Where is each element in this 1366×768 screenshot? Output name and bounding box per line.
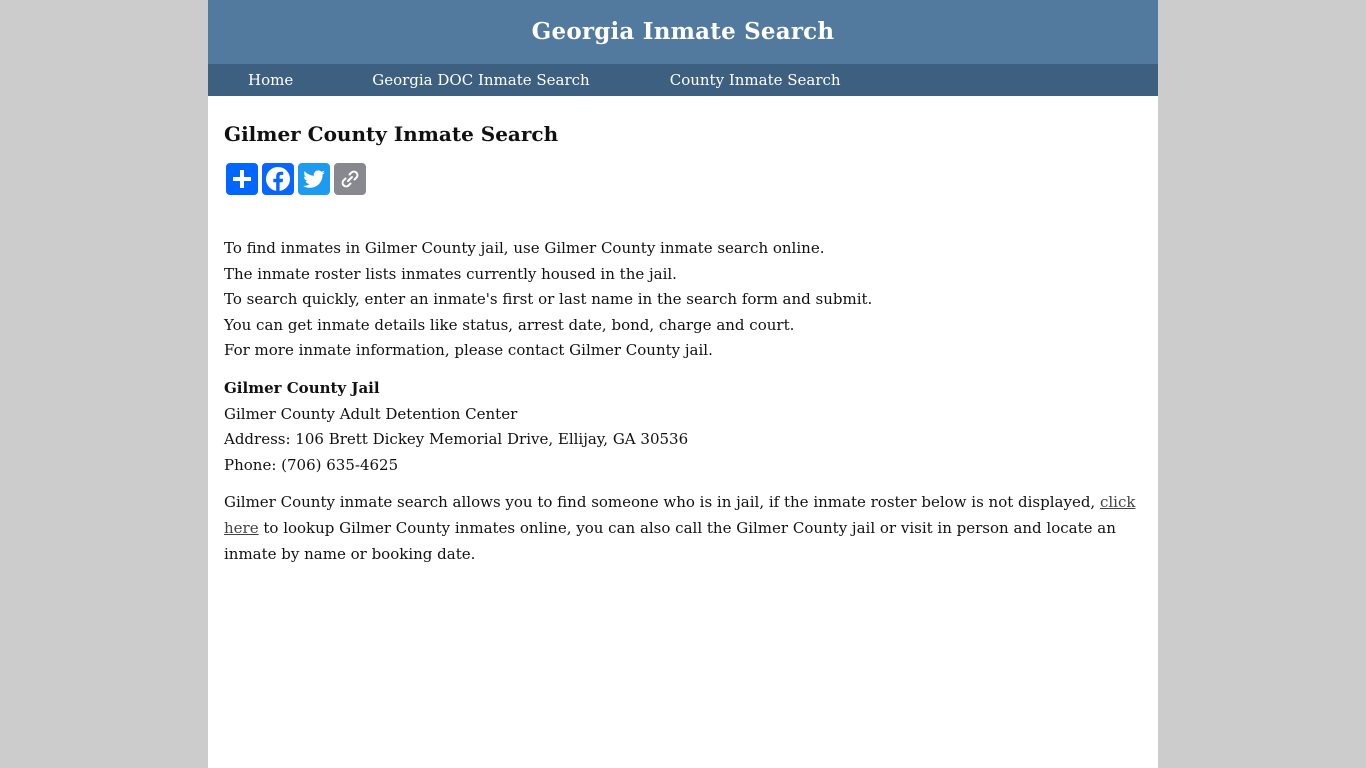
facebook-icon — [265, 166, 291, 192]
twitter-share-button[interactable] — [298, 163, 330, 195]
main-nav — [208, 64, 1158, 96]
jail-facility: Gilmer County Adult Detention Center — [224, 404, 518, 423]
site-title-link[interactable]: Georgia Inmate Search — [531, 17, 835, 45]
intro-line: The inmate roster lists inmates currently housed in the jail. — [224, 264, 677, 283]
jail-address: Address: 106 Brett Dickey Memorial Drive, Ellijay, GA 30536 — [224, 430, 689, 449]
nav-item-county-inmate-search[interactable]: County Inmate Search — [669, 71, 841, 89]
copy-link-icon — [338, 167, 362, 191]
page-container — [208, 0, 1158, 768]
search-info-paragraph — [224, 490, 1142, 567]
jail-name: Gilmer County Jail — [224, 378, 380, 397]
copy-link-button[interactable] — [334, 163, 366, 195]
intro-text — [224, 236, 1142, 364]
main-content — [208, 120, 1158, 567]
intro-line: To search quickly, enter an inmate's first or last name in the search form and submit. — [224, 290, 873, 309]
share-button[interactable] — [226, 163, 258, 195]
intro-line: For more inmate information, please contact Gilmer County jail. — [224, 341, 713, 360]
nav-item-georgia-doc-inmate-search[interactable]: Georgia DOC Inmate Search — [372, 71, 590, 89]
facebook-share-button[interactable] — [262, 163, 294, 195]
paragraph-text-before-link: Gilmer County inmate search allows you to find someone who is in jail, if the inmate roster below is not displayed, — [224, 493, 1100, 512]
twitter-icon — [301, 166, 327, 192]
share-plus-icon — [231, 168, 253, 190]
intro-line: You can get inmate details like status, arrest date, bond, charge and court. — [224, 315, 795, 334]
intro-line: To find inmates in Gilmer County jail, use Gilmer County inmate search online. — [224, 239, 825, 257]
share-buttons — [226, 163, 1142, 195]
click-here-link[interactable]: click here — [224, 493, 1136, 537]
jail-phone: Phone: (706) 635-4625 — [224, 455, 399, 474]
page-title: Gilmer County Inmate Search — [224, 122, 559, 146]
paragraph-text-after-link: to lookup Gilmer County inmates online, you can also call the Gilmer County jail or visit in person and locate an inmate by name or booking date. — [224, 518, 1116, 563]
nav-item-home[interactable]: Home — [248, 71, 294, 89]
site-header — [208, 0, 1158, 64]
jail-info — [224, 376, 1142, 478]
